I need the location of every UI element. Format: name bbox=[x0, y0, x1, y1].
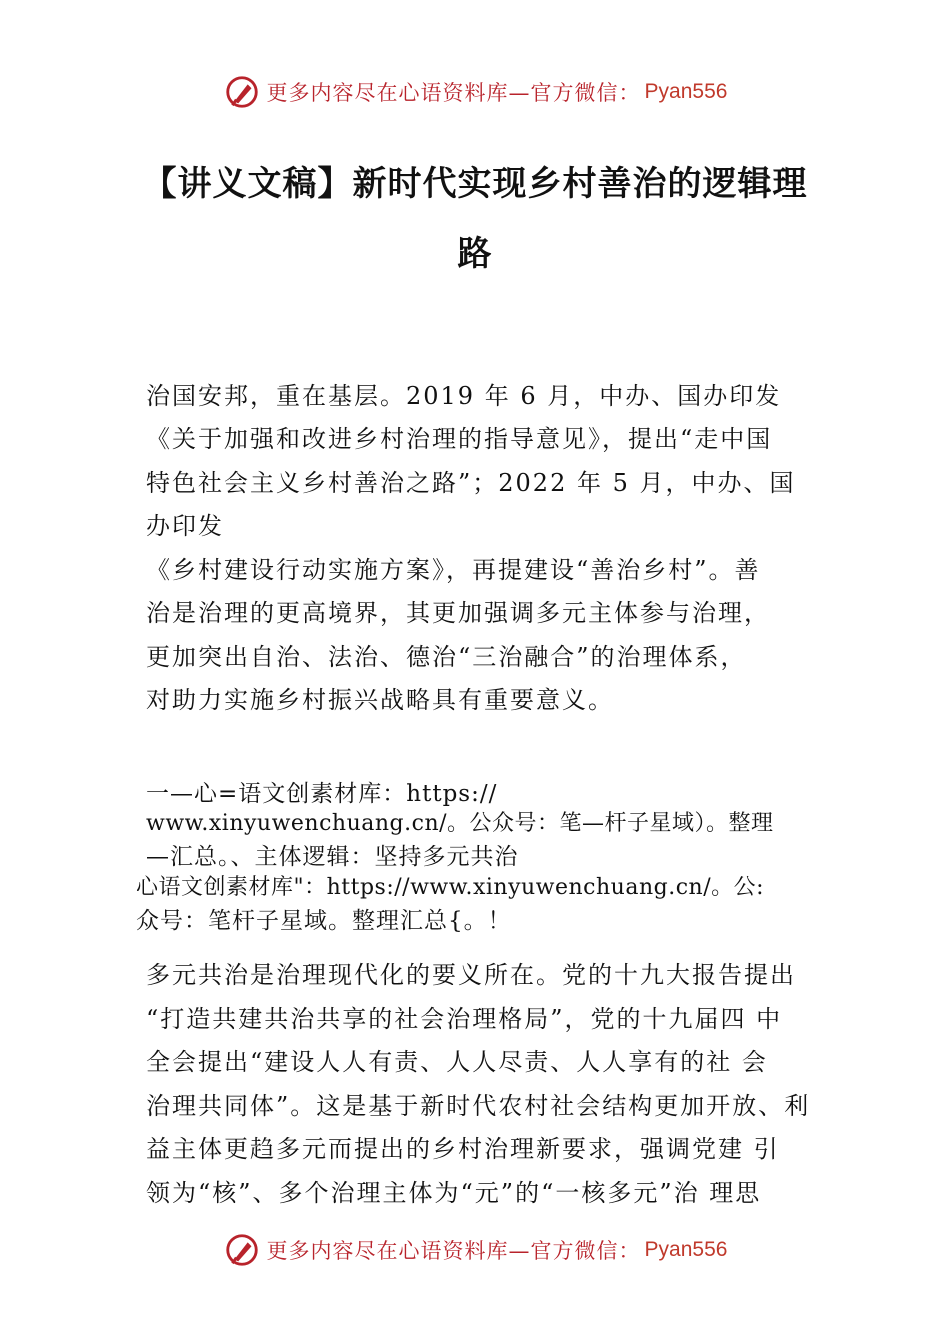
footer-banner bbox=[0, 1228, 950, 1272]
banner-text: 更多内容尽在心语资料库—官方微信： bbox=[266, 1239, 641, 1263]
banner-text: 更多内容尽在心语资料库—官方微信： bbox=[266, 81, 641, 105]
paragraph-2-line: 全会提出“建设人人有责、人人尽责、人人享有的社 会 bbox=[146, 1048, 768, 1076]
banner-wechat-id: Pyan556 bbox=[644, 80, 728, 103]
paragraph-1-line: 特色社会主义乡村善治之路”；2022 年 5 月，中办、国 bbox=[146, 469, 796, 497]
header-banner bbox=[0, 70, 950, 114]
source-note-line: 心语文创素材库"：https://www.xinyuwenchuang.cn/。公: bbox=[136, 875, 765, 900]
pen-logo-icon bbox=[223, 73, 261, 111]
source-note-line: 一—心=语文创素材库：https:// bbox=[146, 781, 498, 807]
paragraph-1-line: 《乡村建设行动实施方案》，再提建设“善治乡村”。善 bbox=[146, 556, 761, 584]
source-note-line: —汇总。、主体逻辑：坚持多元共治 bbox=[146, 844, 519, 870]
source-note-line: 众号：笔杆子星域。整理汇总{。！ bbox=[136, 908, 512, 934]
paragraph-2-line: 治理共同体”。这是基于新时代农村社会结构更加开放、利 bbox=[146, 1092, 811, 1120]
paragraph-1-line: 对助力实施乡村振兴战略具有重要意义。 bbox=[146, 686, 614, 714]
paragraph-1-line: 治国安邦，重在基层。2019 年 6 月，中办、国办印发 bbox=[146, 382, 782, 410]
banner-wechat-id: Pyan556 bbox=[644, 1238, 728, 1261]
paragraph-1-line: 《关于加强和改进乡村治理的指导意见》，提出“走中国 bbox=[146, 425, 773, 453]
paragraph-2-line: 益主体更趋多元而提出的乡村治理新要求，强调党建 引 bbox=[146, 1135, 780, 1163]
paragraph-2-line: 多元共治是治理现代化的要义所在。党的十九大报告提出 bbox=[146, 961, 796, 989]
document-title-line-2: 路 bbox=[457, 234, 493, 274]
paragraph-2-line: “打造共建共治共享的社会治理格局”，党的十九届四 中 bbox=[146, 1005, 783, 1033]
paragraph-2-line: 领为“核”、多个治理主体为“元”的“一核多元”治 理思 bbox=[146, 1179, 762, 1207]
paragraph-1-line: 治是治理的更高境界，其更加强调多元主体参与治理， bbox=[146, 599, 770, 627]
document-title-line-1: 【讲义文稿】新时代实现乡村善治的逻辑理 bbox=[142, 164, 808, 204]
paragraph-1-line: 更加突出自治、法治、德治“三治融合”的治理体系， bbox=[146, 643, 747, 671]
paragraph-1-line: 办印发 bbox=[146, 512, 224, 540]
source-note-line: www.xinyuwenchuang.cn/。公众号：笔—杆子星域）。整理 bbox=[146, 811, 774, 836]
pen-logo-icon bbox=[223, 1231, 261, 1269]
